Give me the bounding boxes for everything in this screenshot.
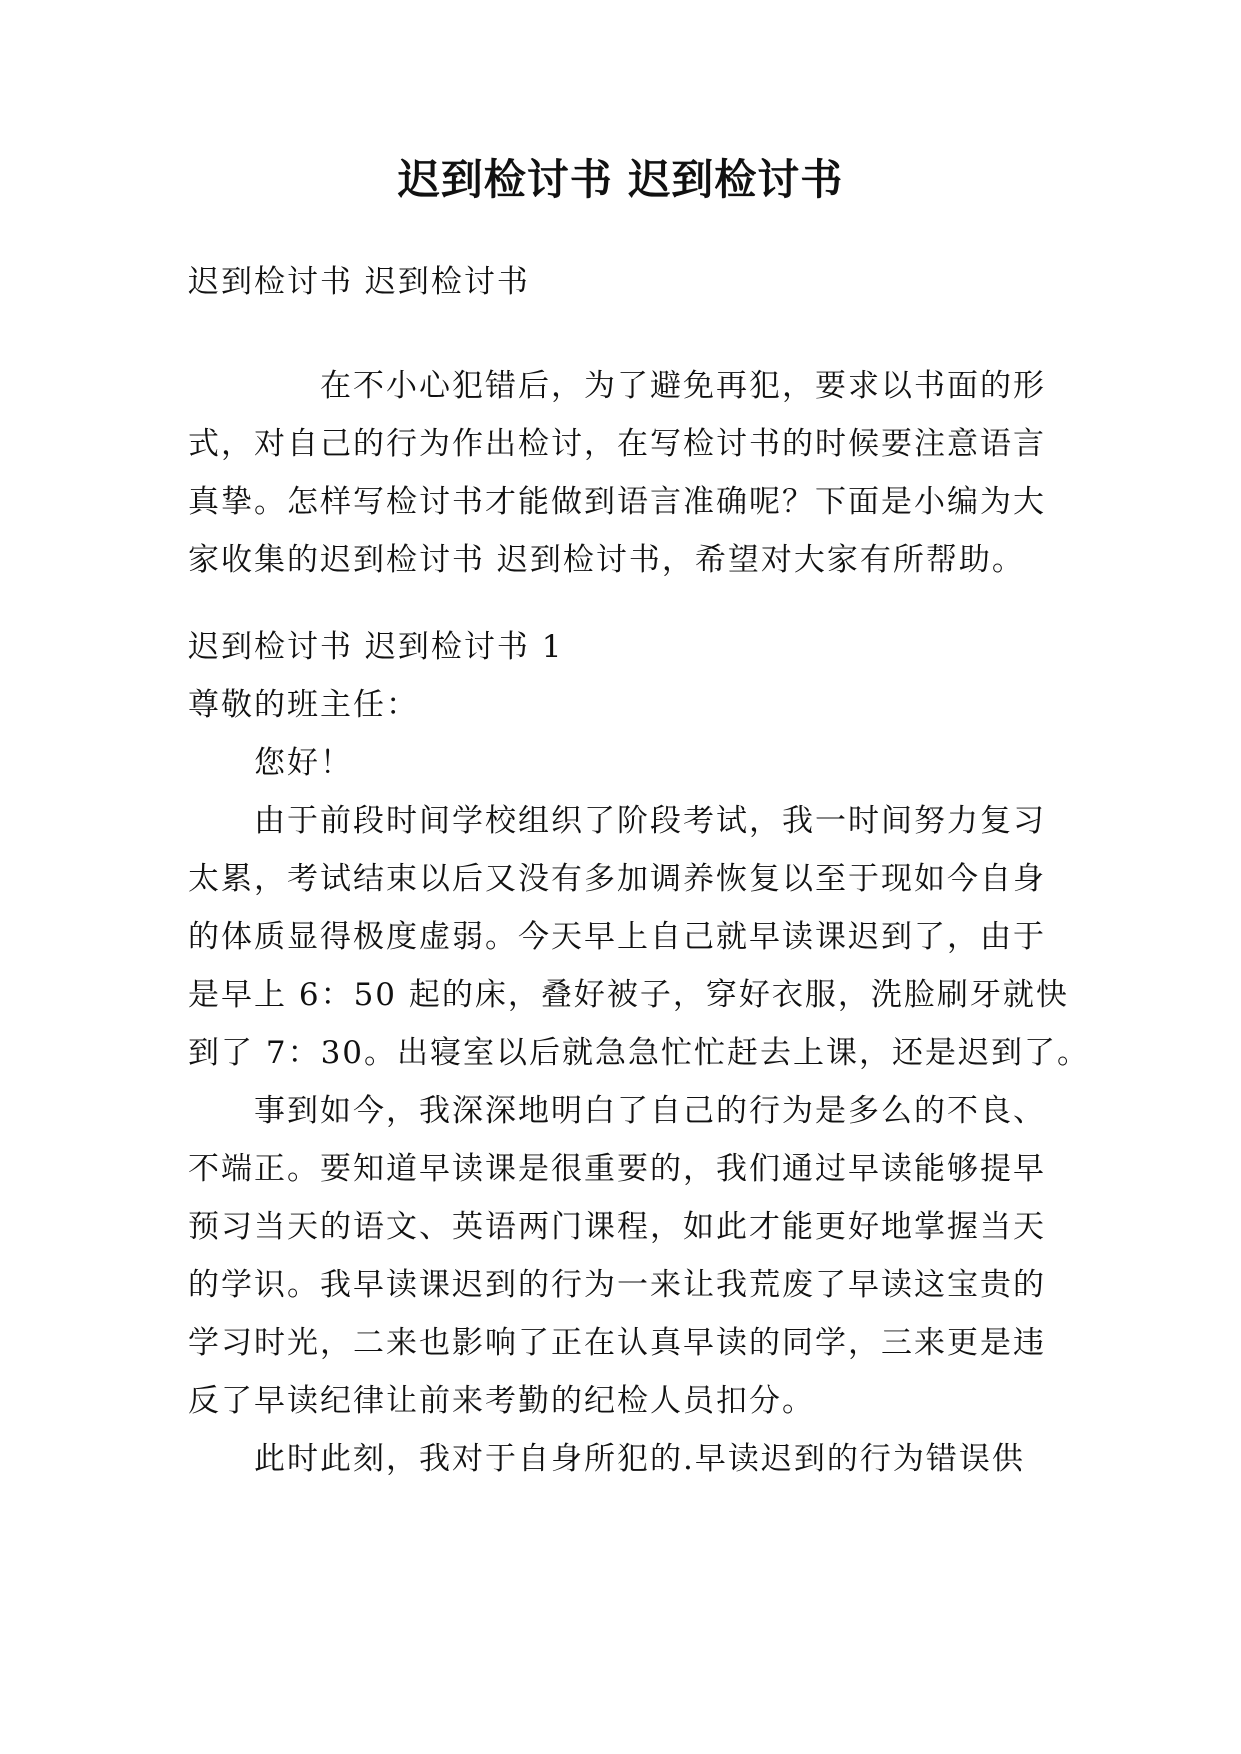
intro-line: 式，对自己的行为作出检讨，在写检讨书的时候要注意语言 xyxy=(188,426,1046,462)
paragraph-line: 的学识。我早读课迟到的行为一来让我荒废了早读这宝贵的 xyxy=(188,1267,1046,1303)
paragraph-line: 是早上 6：50 起的床，叠好被子，穿好衣服，洗脸刷牙就快 xyxy=(188,977,1069,1013)
body-paragraph-1 xyxy=(188,792,1091,1082)
paragraph-line: 的体质显得极度虚弱。今天早上自己就早读课迟到了，由于 xyxy=(188,919,1046,955)
paragraph-line: 事到如今，我深深地明白了自己的行为是多么的不良、 xyxy=(254,1093,1046,1129)
paragraph-line: 预习当天的语文、英语两门课程，如此才能更好地掌握当天 xyxy=(188,1209,1046,1245)
letter-header xyxy=(188,618,1068,792)
paragraph-line: 反了早读纪律让前来考勤的纪检人员扣分。 xyxy=(188,1383,815,1419)
paragraph-line: 到了 7：30。出寝室以后就急急忙忙赶去上课，还是迟到了。 xyxy=(188,1035,1091,1071)
paragraph-line: 不端正。要知道早读课是很重要的，我们通过早读能够提早 xyxy=(188,1151,1046,1187)
document-subtitle xyxy=(188,253,1068,311)
salutation: 尊敬的班主任： xyxy=(188,687,419,723)
intro-line: 在不小心犯错后，为了避免再犯，要求以书面的形 xyxy=(320,368,1046,404)
document-title: 迟到检讨书 迟到检讨书 xyxy=(397,155,844,204)
section-heading: 迟到检讨书 迟到检讨书 1 xyxy=(188,629,564,665)
subtitle-line: 迟到检讨书 迟到检讨书 xyxy=(188,264,530,300)
intro-paragraph xyxy=(188,357,1068,589)
body-paragraph-2 xyxy=(188,1082,1068,1430)
greeting: 您好！ xyxy=(254,745,353,781)
paragraph-line: 此时此刻，我对于自身所犯的.早读迟到的行为错误供 xyxy=(254,1441,1025,1477)
paragraph-line: 太累，考试结束以后又没有多加调养恢复以至于现如今自身 xyxy=(188,861,1046,897)
paragraph-line: 由于前段时间学校组织了阶段考试，我一时间努力复习 xyxy=(254,803,1046,839)
intro-line: 真挚。怎样写检讨书才能做到语言准确呢？下面是小编为大 xyxy=(188,484,1046,520)
paragraph-line: 学习时光，二来也影响了正在认真早读的同学，三来更是违 xyxy=(188,1325,1046,1361)
intro-line: 家收集的迟到检讨书 迟到检讨书，希望对大家有所帮助。 xyxy=(188,542,1025,578)
body-paragraph-3 xyxy=(188,1430,1068,1488)
